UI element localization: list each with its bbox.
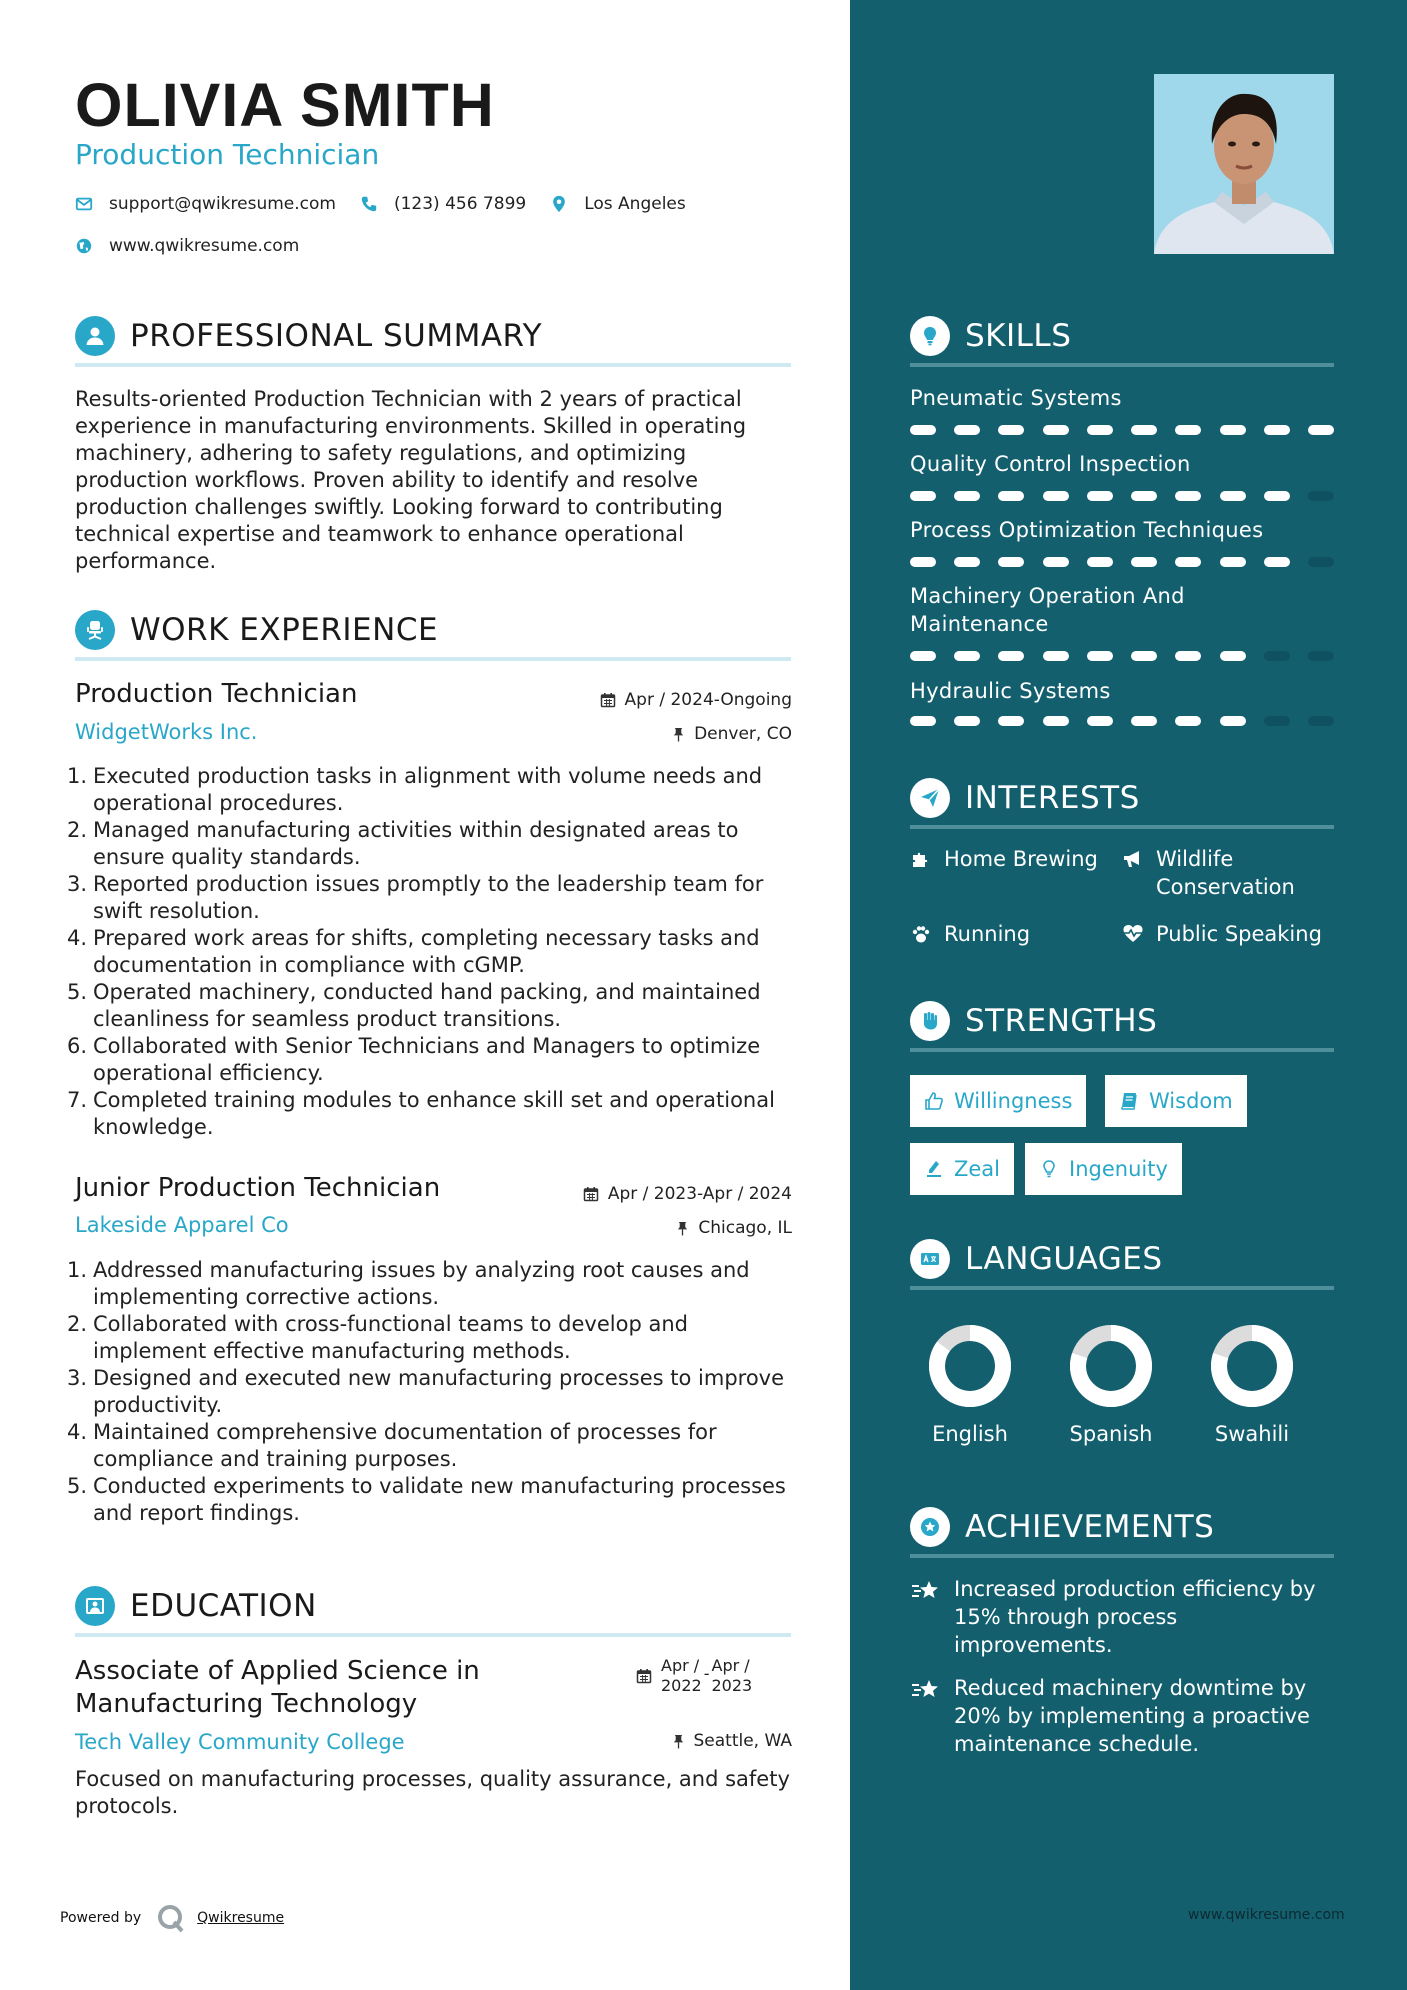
map-pin-icon [550, 195, 568, 213]
skill-dash [910, 651, 936, 661]
translate-icon [910, 1239, 950, 1279]
skill-dash [998, 651, 1024, 661]
interest-item: Wildlife Conservation [1122, 845, 1322, 901]
lightbulb-outline-icon [1039, 1159, 1059, 1179]
list-item: 4. Prepared work areas for shifts, completing necessary tasks and documentation in compliance with cGMP. [67, 926, 760, 977]
skill-dash [1131, 716, 1157, 726]
list-item: 6. Collaborated with Senior Technicians and Managers to optimize operational efficiency. [67, 1034, 761, 1085]
contact-email[interactable] [75, 194, 336, 214]
achievements-heading: ACHIEVEMENTS [965, 1509, 1215, 1545]
education-description: Focused on manufacturing processes, quality assurance, and safety protocols. [75, 1767, 790, 1818]
languages-heading: LANGUAGES [965, 1241, 1163, 1277]
education-divider [75, 1633, 791, 1637]
location-text: Los Angeles [584, 194, 686, 214]
candidate-title: Production Technician [75, 138, 380, 171]
skills-header [910, 316, 1071, 356]
skill-name: Pneumatic Systems [910, 386, 1122, 410]
skill-dash [1175, 491, 1201, 501]
skill-level-bar [910, 491, 1334, 501]
job-location [676, 1218, 792, 1238]
achievements-header [910, 1507, 1214, 1547]
interests-divider [910, 825, 1334, 829]
job-duties-list [67, 1257, 797, 1527]
sidebar [850, 0, 1407, 1990]
skill-dash [1043, 716, 1069, 726]
skill-dash [1264, 425, 1290, 435]
school-name: Tech Valley Community College [75, 1730, 405, 1754]
skill-dash [1308, 557, 1334, 567]
skill-dash [1220, 651, 1246, 661]
skill-dash [1264, 716, 1290, 726]
user-icon [75, 316, 115, 356]
paper-plane-icon [910, 778, 950, 818]
skill-dash [1087, 716, 1113, 726]
job-title: Junior Production Technician [75, 1173, 441, 1203]
strength-badge: Ingenuity [1025, 1143, 1182, 1195]
education-end: Apr / 2023 [711, 1656, 753, 1695]
strengths-header [910, 1001, 1157, 1041]
strengths-divider [910, 1048, 1334, 1052]
skill-dash [1043, 651, 1069, 661]
language-name: Swahili [1214, 1422, 1290, 1446]
skill-dash [1087, 425, 1113, 435]
job-title: Production Technician [75, 679, 358, 709]
contact-website[interactable] [75, 236, 299, 256]
skill-level-bar [910, 716, 1334, 726]
lightbulb-icon [910, 316, 950, 356]
skill-dash [1308, 716, 1334, 726]
pushpin-icon [672, 727, 685, 742]
skills-heading: SKILLS [965, 318, 1072, 354]
language-item [1192, 1324, 1312, 1446]
skill-name: Hydraulic Systems [910, 679, 1111, 703]
book-icon [1119, 1091, 1139, 1111]
skill-dash [1131, 557, 1157, 567]
raised-fist-icon [910, 1001, 950, 1041]
skill-dash [1220, 557, 1246, 567]
education-location-text: Seattle, WA [693, 1731, 792, 1751]
skill-dash [1087, 491, 1113, 501]
skill-dash [1087, 557, 1113, 567]
skill-dash [1043, 491, 1069, 501]
interest-item: Home Brewing [910, 845, 1098, 873]
summary-header [75, 316, 791, 356]
summary-text: Results-oriented Production Technician with 2 years of practical experience in manufacturing environments. Skilled in operating machinery, adhering to safety regulations, and optimizing production workflows. Proven ability to identify and resolve production challenges swiftly. Looking forward to contributing technical expertise and teamwork to enhance operational performance. [75, 387, 747, 573]
summary-divider [75, 363, 791, 367]
job-dates [583, 1184, 792, 1204]
education-location [672, 1731, 793, 1751]
job-dates-text: Apr / 2024-Ongoing [624, 690, 792, 710]
experience-divider [75, 657, 791, 661]
skill-dash [1308, 491, 1334, 501]
qwikresume-logo-icon [155, 1902, 187, 1934]
skill-dash [998, 491, 1024, 501]
interests-header [910, 778, 1140, 818]
skill-dash [1264, 651, 1290, 661]
skill-name: Machinery Operation And Maintenance [910, 584, 1185, 636]
phone-text: (123) 456 7899 [393, 194, 527, 214]
language-name: English [932, 1422, 1008, 1446]
list-item: 2. Managed manufacturing activities within designated areas to ensure quality standards. [67, 818, 739, 869]
skill-dash [1175, 425, 1201, 435]
skill-dash [1220, 425, 1246, 435]
skill-level-bar [910, 425, 1334, 435]
list-item: 5. Conducted experiments to validate new manufacturing processes and report findings. [67, 1474, 786, 1525]
language-level-ring [928, 1324, 1012, 1408]
website-text: www.qwikresume.com [109, 236, 300, 256]
bullhorn-icon [1122, 848, 1144, 870]
skill-dash [910, 491, 936, 501]
education-heading: EDUCATION [130, 1588, 317, 1624]
education-dates [636, 1656, 752, 1696]
powered-by [60, 1902, 284, 1934]
skill-dash [1220, 491, 1246, 501]
list-item: 2. Collaborated with cross-functional teams to develop and implement effective manufacturing methods. [67, 1312, 688, 1363]
skill-dash [998, 557, 1024, 567]
thumbs-up-icon [924, 1091, 944, 1111]
list-item: 3. Reported production issues promptly to the leadership team for swift resolution. [67, 872, 764, 923]
skill-level-bar [910, 557, 1334, 567]
candidate-name: OLIVIA SMITH [75, 71, 495, 139]
experience-heading: WORK EXPERIENCE [130, 612, 439, 648]
skill-dash [954, 651, 980, 661]
graduation-icon [75, 1586, 115, 1626]
skill-dash [1131, 651, 1157, 661]
summary-heading: PROFESSIONAL SUMMARY [130, 318, 543, 354]
puzzle-icon [910, 848, 932, 870]
skill-dash [1043, 425, 1069, 435]
education-start: Apr / 2022 [661, 1656, 702, 1695]
languages-header [910, 1239, 1163, 1279]
calendar-icon [600, 692, 616, 708]
skill-dash [998, 716, 1024, 726]
achievement-item: Increased production efficiency by 15% through process improvements. [910, 1575, 1334, 1659]
paw-icon [910, 923, 932, 945]
interest-item: Running [910, 920, 1030, 948]
phone-icon [360, 195, 378, 213]
skill-dash [1220, 716, 1246, 726]
skill-dash [1131, 425, 1157, 435]
date-dash: - [703, 1664, 710, 1683]
heartbeat-icon [1122, 923, 1144, 945]
shooting-star-icon [910, 1577, 942, 1605]
job-company: Lakeside Apparel Co [75, 1213, 289, 1237]
language-item [910, 1324, 1030, 1446]
contact-row-2 [75, 236, 323, 256]
contact-phone[interactable] [360, 194, 526, 214]
skill-dash [1308, 651, 1334, 661]
envelope-icon [75, 195, 93, 213]
skill-dash [1131, 491, 1157, 501]
interests-heading: INTERESTS [965, 780, 1140, 816]
skill-dash [1308, 425, 1334, 435]
strength-badge: Willingness [910, 1075, 1086, 1127]
languages-divider [910, 1286, 1334, 1290]
skill-dash [998, 425, 1024, 435]
experience-header [75, 610, 791, 650]
education-header [75, 1586, 791, 1626]
skill-dash [910, 557, 936, 567]
language-level-ring [1210, 1324, 1294, 1408]
powered-by-label: Powered by [60, 1910, 142, 1926]
degree-title: Associate of Applied Science in Manufacturing Technology [75, 1656, 480, 1719]
footer-url[interactable]: www.qwikresume.com [1188, 1907, 1345, 1923]
language-name: Spanish [1069, 1422, 1153, 1446]
pushpin-icon [672, 1734, 685, 1749]
skill-dash [954, 425, 980, 435]
skill-name: Process Optimization Techniques [910, 518, 1264, 542]
job-dates [600, 690, 792, 710]
skill-dash [954, 716, 980, 726]
skill-dash [1087, 651, 1113, 661]
list-item: 1. Executed production tasks in alignment with volume needs and operational procedures. [67, 764, 763, 815]
skill-name: Quality Control Inspection [910, 452, 1191, 476]
interest-item: Public Speaking [1122, 920, 1322, 948]
pen-icon [924, 1159, 944, 1179]
profile-photo [1154, 74, 1334, 254]
list-item: 3. Designed and executed new manufacturing processes to improve productivity. [67, 1366, 785, 1417]
pushpin-icon [676, 1221, 689, 1236]
star-badge-icon [910, 1507, 950, 1547]
shooting-star-icon [910, 1676, 942, 1704]
list-item: 5. Operated machinery, conducted hand packing, and maintained cleanliness for seamless product transitions. [67, 980, 761, 1031]
job-duties-list [67, 763, 797, 1141]
email-text: support@qwikresume.com [109, 194, 336, 214]
language-level-ring [1069, 1324, 1153, 1408]
contact-location [550, 194, 686, 214]
skill-dash [1264, 557, 1290, 567]
list-item: 4. Maintained comprehensive documentation of processes for compliance and training purposes. [67, 1420, 717, 1471]
skill-dash [954, 557, 980, 567]
job-company: WidgetWorks Inc. [75, 720, 258, 744]
qwikresume-link[interactable]: Qwikresume [197, 1910, 285, 1926]
contact-row [75, 194, 710, 214]
strengths-heading: STRENGTHS [965, 1003, 1158, 1039]
list-item: 7. Completed training modules to enhance skill set and operational knowledge. [67, 1088, 775, 1139]
job-location-text: Chicago, IL [698, 1218, 792, 1238]
strength-badge: Zeal [910, 1143, 1014, 1195]
skill-dash [1043, 557, 1069, 567]
skill-dash [1175, 716, 1201, 726]
achievement-item: Reduced machinery downtime by 20% by implementing a proactive maintenance schedule. [910, 1674, 1334, 1758]
language-item [1051, 1324, 1171, 1446]
strength-badge: Wisdom [1105, 1075, 1247, 1127]
skill-dash [954, 491, 980, 501]
skill-dash [910, 425, 936, 435]
skill-dash [1175, 557, 1201, 567]
skill-dash [1175, 651, 1201, 661]
job-location [672, 724, 792, 744]
skill-level-bar [910, 651, 1334, 661]
list-item: 1. Addressed manufacturing issues by analyzing root causes and implementing corrective actions. [67, 1258, 750, 1309]
skills-divider [910, 363, 1334, 367]
skill-dash [910, 716, 936, 726]
job-location-text: Denver, CO [694, 724, 792, 744]
office-chair-icon [75, 610, 115, 650]
calendar-icon [636, 1668, 652, 1684]
skill-dash [1264, 491, 1290, 501]
globe-icon [75, 237, 93, 255]
achievements-divider [910, 1554, 1334, 1558]
calendar-icon [583, 1186, 599, 1202]
job-dates-text: Apr / 2023-Apr / 2024 [607, 1184, 792, 1204]
